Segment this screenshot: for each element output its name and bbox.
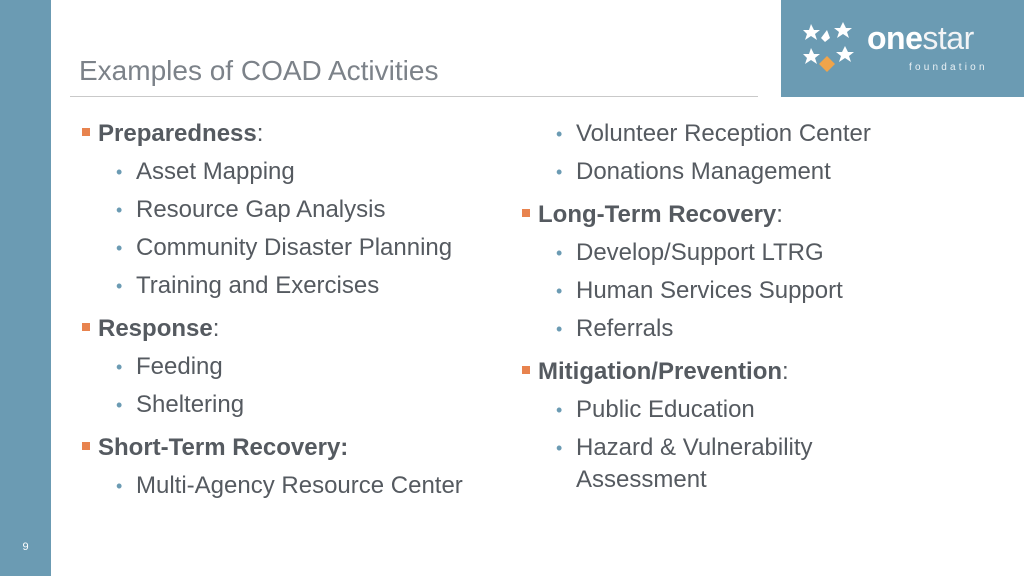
left-accent-bar — [0, 0, 51, 576]
section-preparedness — [80, 118, 520, 302]
square-bullet-icon — [82, 323, 90, 331]
left-column — [80, 118, 520, 502]
onestar-logo — [781, 0, 1024, 97]
section-heading: Short-Term Recovery: — [80, 432, 520, 464]
square-bullet-icon — [82, 128, 90, 136]
section-mitigation-prevention — [520, 356, 960, 496]
list-item: • Volunteer Reception Center — [520, 118, 960, 150]
list-item: • Feeding — [80, 351, 520, 383]
logo-word-one: one — [867, 20, 923, 56]
bullet-dot-icon: • — [556, 243, 563, 263]
bullet-dot-icon: • — [116, 357, 123, 377]
logo-subtitle: foundation — [909, 62, 988, 73]
list-item: • Referrals — [520, 313, 960, 345]
bullet-dot-icon: • — [556, 281, 563, 301]
square-bullet-icon — [522, 366, 530, 374]
section-heading: Long-Term Recovery: — [520, 199, 960, 231]
bullet-dot-icon: • — [556, 124, 563, 144]
bullet-dot-icon: • — [116, 238, 123, 258]
slide-number: 9 — [22, 541, 29, 553]
section-response — [80, 313, 520, 421]
right-column — [520, 118, 960, 496]
title-divider — [70, 96, 758, 97]
bullet-dot-icon: • — [556, 438, 563, 458]
bullet-dot-icon: • — [116, 395, 123, 415]
bullet-dot-icon: • — [116, 276, 123, 296]
list-item: • Sheltering — [80, 389, 520, 421]
onestar-star-icon — [803, 18, 855, 74]
list-item: • Develop/Support LTRG — [520, 237, 960, 269]
list-item: • Hazard & Vulnerability Assessment — [556, 434, 813, 493]
logo-word-star: star — [922, 20, 974, 56]
bullet-dot-icon: • — [116, 200, 123, 220]
section-heading: Mitigation/Prevention: — [520, 356, 960, 388]
bullet-dot-icon: • — [556, 162, 563, 182]
list-item: • Human Services Support — [520, 275, 960, 307]
bullet-dot-icon: • — [556, 400, 563, 420]
section-heading: Preparedness: — [80, 118, 520, 150]
section-heading: Response: — [80, 313, 520, 345]
logo-wordmark — [867, 22, 974, 54]
bullet-dot-icon: • — [556, 319, 563, 339]
list-item: • Community Disaster Planning — [80, 232, 520, 264]
square-bullet-icon — [522, 209, 530, 217]
list-item: • Resource Gap Analysis — [80, 194, 520, 226]
bullet-dot-icon: • — [116, 476, 123, 496]
square-bullet-icon — [82, 442, 90, 450]
list-item: • Public Education — [520, 394, 960, 426]
slide-title: Examples of COAD Activities — [79, 55, 439, 86]
bullet-dot-icon: • — [116, 162, 123, 182]
list-item: • Donations Management — [520, 156, 960, 188]
section-long-term-recovery — [520, 199, 960, 345]
list-item: • Asset Mapping — [80, 156, 520, 188]
list-item: • Training and Exercises — [80, 270, 520, 302]
list-item: • Multi-Agency Resource Center — [80, 470, 520, 502]
section-short-term-recovery — [80, 432, 520, 502]
